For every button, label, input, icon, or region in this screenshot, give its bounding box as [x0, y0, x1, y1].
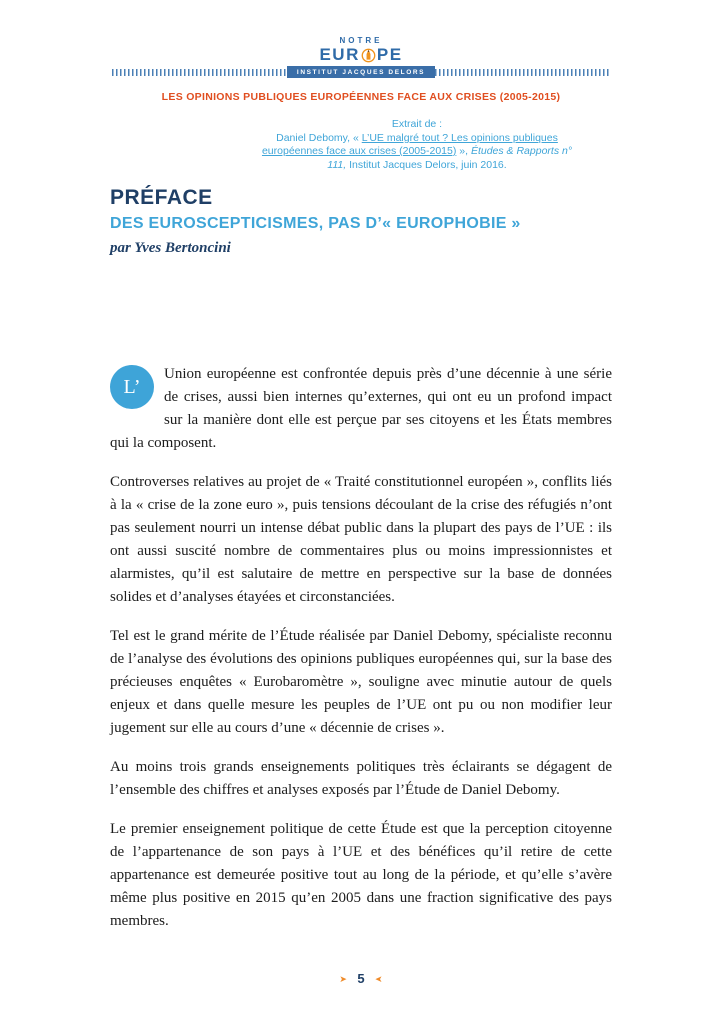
body-text [110, 363, 612, 933]
page-header [0, 0, 722, 103]
pencil-logo-icon [361, 48, 376, 63]
preface-subtitle: DES EUROSCEPTICISMES, PAS D’« EUROPHOBIE » [110, 215, 521, 232]
decorative-stripe-right [435, 69, 610, 76]
left-arrow-icon: ➤ [339, 974, 347, 984]
citation-publisher: Institut Jacques Delors, juin 2016. [346, 158, 507, 171]
right-arrow-icon: ➤ [375, 974, 383, 984]
citation-link[interactable]: L’UE malgré tout ? Les opinions publiques européennes face aux crises (2005-2015) [261, 131, 558, 157]
logo-europe-suffix: PE [376, 45, 403, 64]
page-footer [0, 970, 722, 988]
citation-intro: Extrait de : [391, 118, 443, 130]
citation-separator: », [456, 145, 471, 157]
opening-paragraph [110, 363, 612, 455]
dropcap-badge: L’ [110, 365, 154, 409]
paragraph: Controverses relatives au projet de « Traité constitutionnel européen », conflits liés à la « crise de la zone euro », puis tensions découlant de la crise des réfugiés n’ont pas seulement nourri un intense débat public dans la plupart des pays de l’UE : ils ont aussi suscité nombre de commentaires plus ou moins impressionnistes et alarmistes, qu’il est salutaire de mettre en perspective sur la base de données solides et d’analyses étayées et circonstanciées. [110, 474, 612, 605]
paragraph: Le premier enseignement politique de cette Étude est que la perception citoyenne de l’appartenance de son pays à l’UE et des bénéfices qu’il retire de cette appartenance est demeurée positive tout au long de la période, et qu’elle s’avère même plus positive en 2015 qu’en 2005 dans une fraction significative des pays membres. [110, 821, 612, 929]
page-number: 5 [357, 971, 365, 986]
decorative-stripe-left [112, 69, 287, 76]
logo-europe-prefix: EUR [319, 45, 360, 64]
notre-europe-wordmark [0, 46, 722, 64]
author-byline: par Yves Bertoncini [110, 240, 231, 256]
institute-banner: INSTITUT JACQUES DELORS [287, 66, 435, 78]
document-title: LES OPINIONS PUBLIQUES EUROPÉENNES FACE AUX CRISES (2005-2015) [161, 91, 561, 103]
citation-author-prefix: Daniel Debomy, « [276, 131, 362, 144]
paragraph: Tel est le grand mérite de l’Étude réalisée par Daniel Debomy, spécialiste reconnu de l’analyse des évolutions des opinions publiques européennes qui, sur la base des précieuses enquêtes « Eurobaromètre », souligne avec minutie autour de quels enjeux et dans quelle mesure les peuples de l’UE ont pu ou non modifier leur jugement sur elle au cours d’une « décennie de crises ». [110, 628, 612, 736]
opening-paragraph-text: Union européenne est confrontée depuis près d’une décennie à une série de crises, aussi bien internes qu’externes, qui ont eu un profond impact sur la manière dont elle est perçue par ses citoyens et les États membres qui la composent. [110, 366, 612, 451]
paragraph: Au moins trois grands enseignements politiques très éclairants se dégagent de l’ensemble des chiffres et analyses exposés par l’Étude de Daniel Debomy. [110, 759, 612, 798]
header-stripe-row [112, 66, 610, 78]
citation-series: Études & Rapports n° 111, [327, 145, 573, 171]
preface-title: PRÉFACE [110, 186, 213, 209]
citation-block [252, 118, 582, 172]
logo-notre-text: NOTRE [339, 36, 383, 45]
citation-reference [252, 132, 582, 173]
